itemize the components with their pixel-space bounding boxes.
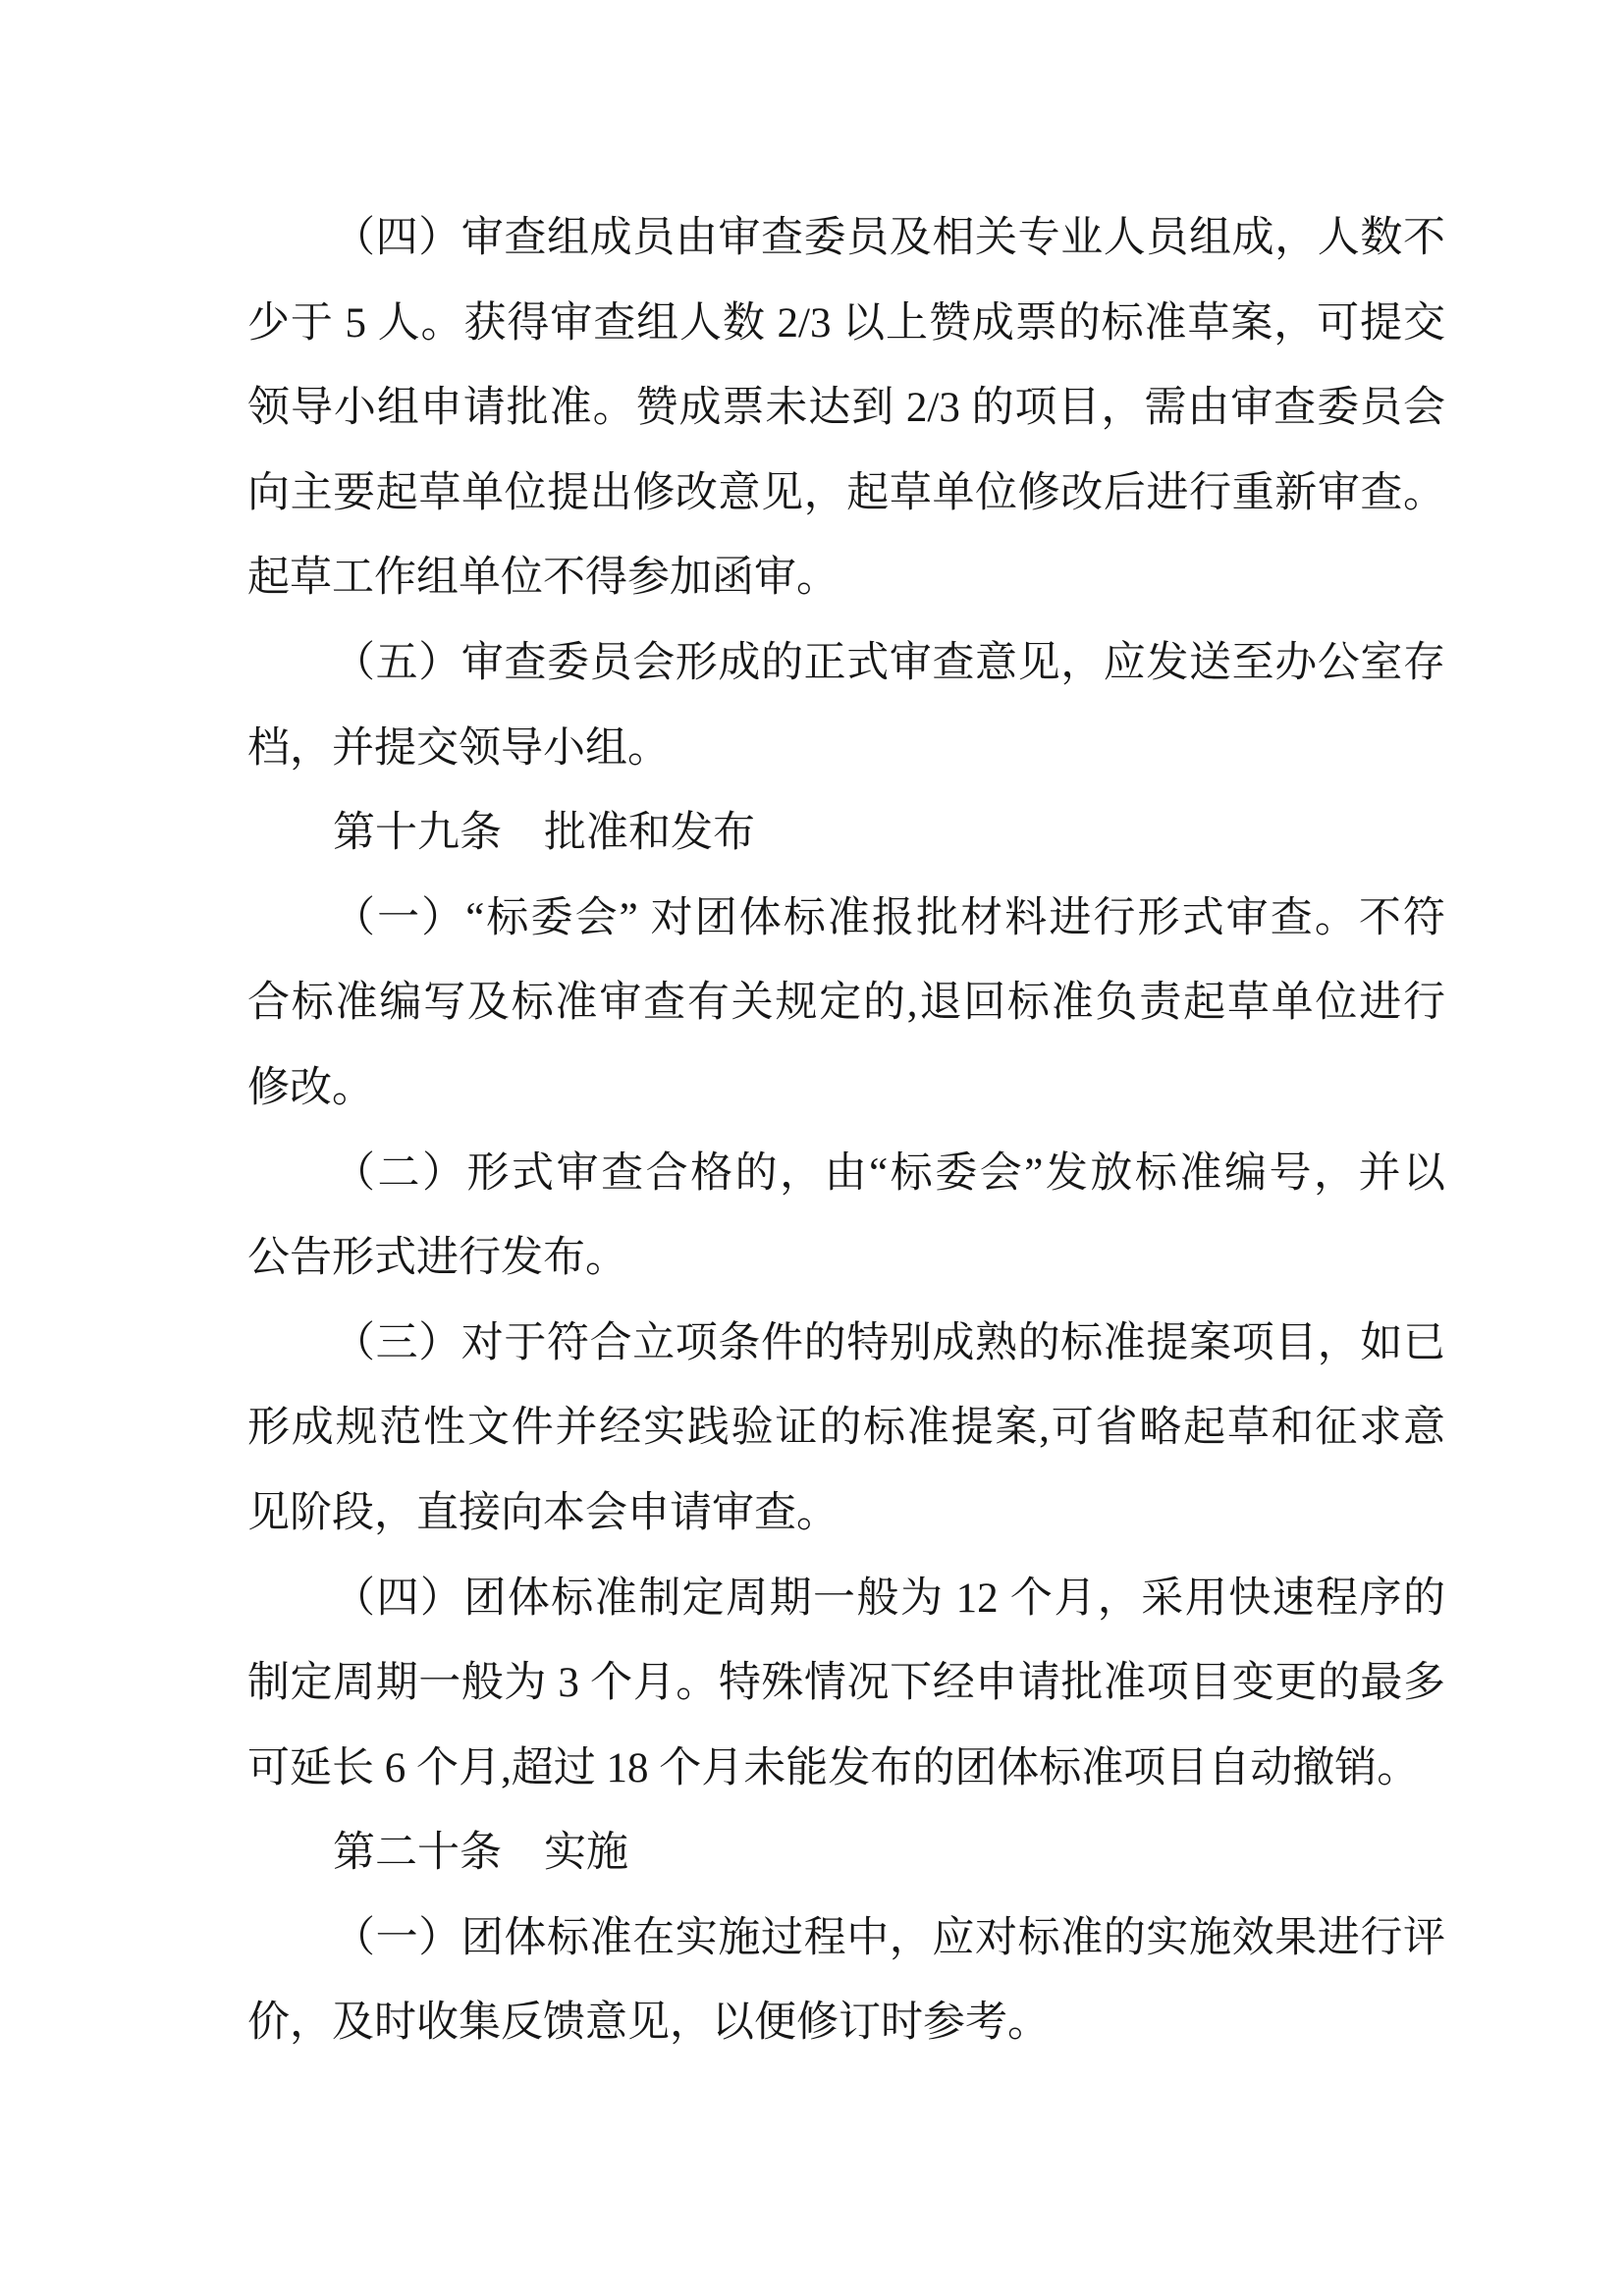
paragraph-line: 档，并提交领导小组。 <box>247 724 670 772</box>
paragraph-line: 修改。 <box>247 1064 374 1111</box>
paragraph-line: 形成规范性文件并经实践验证的标准提案,可省略起草和征求意 <box>247 1405 1445 1452</box>
article-heading: 第十九条 批准和发布 <box>333 810 755 857</box>
paragraph-line: （四）团体标准制定周期一般为 12 个月，采用快速程序的 <box>333 1575 1445 1622</box>
paragraph-line: （三）对于符合立项条件的特别成熟的标准提案项目，如已 <box>333 1319 1445 1366</box>
paragraph-line: 合标准编写及标准审查有关规定的,退回标准负责起草单位进行 <box>247 980 1445 1027</box>
paragraph-line: （一）“标委会” 对团体标准报批材料进行形式审查。不符 <box>333 894 1445 941</box>
document-content <box>247 196 1445 2066</box>
paragraph-line: 起草工作组单位不得参加函审。 <box>247 555 839 602</box>
paragraph-line: 制定周期一般为 3 个月。特殊情况下经申请批准项目变更的最多 <box>247 1660 1445 1707</box>
paragraph-line: （二）形式审查合格的，由“标委会”发放标准编号，并以 <box>333 1149 1445 1197</box>
article-heading: 第二十条 实施 <box>333 1830 628 1877</box>
paragraph-line: （一）团体标准在实施过程中，应对标准的实施效果进行评 <box>333 1914 1445 1961</box>
paragraph-line: 向主要起草单位提出修改意见，起草单位修改后进行重新审查。 <box>247 469 1445 516</box>
paragraph-line: （五）审查委员会形成的正式审查意见，应发送至办公室存 <box>333 639 1445 686</box>
paragraph-line: 价，及时收集反馈意见，以便修订时参考。 <box>247 2000 1050 2047</box>
paragraph-line: 公告形式进行发布。 <box>247 1235 627 1282</box>
paragraph-line: 少于 5 人。获得审查组人数 2/3 以上赞成票的标准草案，可提交 <box>247 299 1445 347</box>
paragraph-line: 可延长 6 个月,超过 18 个月未能发布的团体标准项目自动撤销。 <box>247 1744 1420 1791</box>
paragraph-line: 见阶段，直接向本会申请审查。 <box>247 1489 839 1536</box>
paragraph-line: 领导小组申请批准。赞成票未达到 2/3 的项目，需由审查委员会 <box>247 385 1445 432</box>
paragraph-line: （四）审查组成员由审查委员及相关专业人员组成，人数不 <box>333 215 1445 261</box>
